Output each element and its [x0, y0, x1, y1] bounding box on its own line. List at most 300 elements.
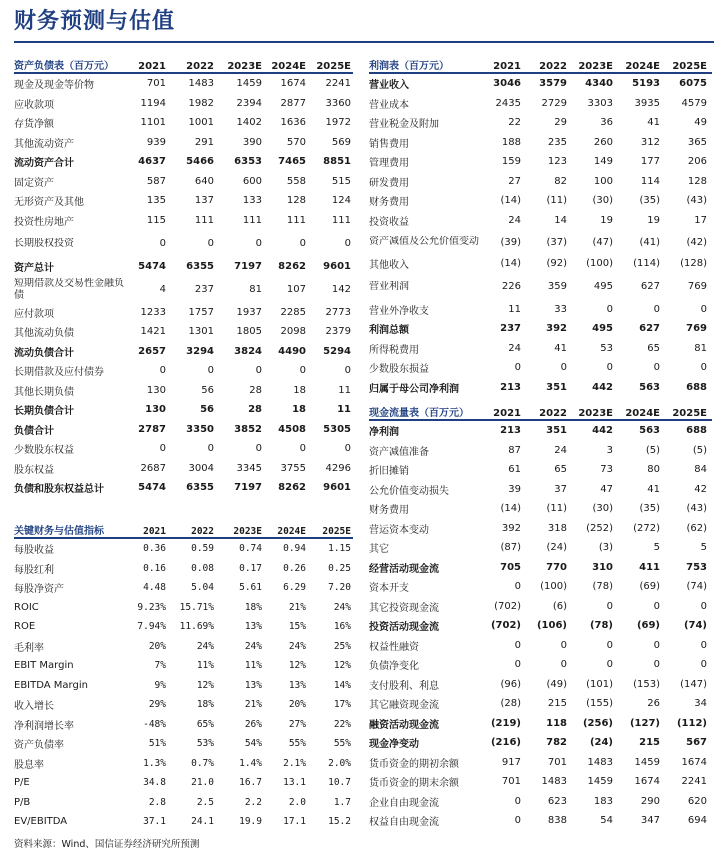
- cell-value: 0: [255, 443, 262, 455]
- table-row: [14, 94, 353, 114]
- cell-value: (101): [586, 678, 613, 690]
- cell-value: 54: [600, 815, 613, 827]
- table-row: [14, 230, 353, 257]
- cell-value: 2773: [325, 306, 351, 318]
- table-row: [369, 460, 712, 480]
- table-row: [14, 381, 353, 401]
- table-row: [369, 733, 712, 753]
- cell-value: 0: [299, 238, 306, 249]
- table-row: [14, 715, 353, 735]
- year-header: 2023E: [578, 408, 613, 419]
- year-header: 2022: [539, 408, 567, 419]
- row-label: 股东权益: [14, 464, 54, 476]
- cell-value: 10.7: [328, 777, 351, 789]
- cell-value: 1233: [140, 306, 166, 318]
- row-label: 资产负债率: [14, 740, 64, 752]
- cell-value: 24: [554, 444, 567, 456]
- cell-value: 0: [207, 238, 214, 249]
- cell-value: 14: [554, 214, 567, 226]
- cell-value: 563: [639, 425, 660, 437]
- cell-value: 312: [640, 136, 660, 148]
- cell-value: 206: [687, 156, 707, 168]
- cell-value: 5474: [138, 482, 166, 494]
- cell-value: 390: [242, 136, 262, 148]
- cell-value: 3294: [186, 345, 214, 357]
- table-row: [369, 519, 712, 539]
- cell-value: 0: [514, 815, 521, 827]
- cell-value: 563: [639, 381, 660, 393]
- cell-value: 0: [606, 600, 613, 612]
- cell-value: 1982: [188, 97, 214, 109]
- cell-value: (100): [540, 581, 567, 593]
- cell-value: 3852: [234, 423, 262, 435]
- cell-value: 111: [242, 214, 262, 226]
- cell-value: (252): [586, 522, 613, 534]
- row-label: 长期股权投资: [14, 237, 74, 249]
- row-label: 应付款项: [14, 308, 54, 320]
- cell-value: (43): [686, 503, 707, 515]
- cell-value: 7465: [278, 156, 306, 168]
- cell-value: 627: [640, 281, 660, 292]
- cell-value: 5294: [323, 345, 351, 357]
- row-label: 毛利率: [14, 642, 44, 654]
- cell-value: 3046: [493, 78, 521, 90]
- table-title: 资产负债表（百万元）: [14, 61, 114, 72]
- cell-value: 19.9: [239, 816, 262, 828]
- year-header: 2025E: [672, 408, 707, 419]
- table-title: 关键财务与估值指标: [14, 526, 104, 537]
- cell-value: 392: [546, 323, 567, 335]
- cell-value: (35): [639, 195, 660, 207]
- cell-value: 24.1: [191, 816, 214, 828]
- cell-value: 0.25: [328, 562, 351, 574]
- year-header: 2021: [493, 61, 521, 72]
- cell-value: 0: [606, 659, 613, 671]
- cell-value: 82: [554, 175, 567, 187]
- cell-value: 0: [207, 365, 214, 377]
- cell-value: 37.1: [143, 816, 166, 828]
- table-row: [369, 230, 712, 254]
- cell-value: 5305: [323, 423, 351, 435]
- cell-value: 51%: [148, 738, 166, 750]
- table-row: [369, 577, 712, 597]
- cell-value: 20%: [148, 640, 166, 652]
- cell-value: 570: [286, 136, 306, 148]
- cell-value: 128: [687, 175, 707, 187]
- cell-value: 0.36: [143, 543, 166, 555]
- cell-value: 16.7: [239, 777, 262, 789]
- table-row: [369, 358, 712, 378]
- cell-value: 0.74: [239, 543, 262, 555]
- cell-value: 6355: [186, 482, 214, 494]
- cell-value: 1.4%: [239, 757, 262, 769]
- cell-value: 42: [694, 483, 707, 495]
- cell-value: (96): [500, 678, 521, 690]
- cell-value: 21.0: [191, 777, 214, 789]
- row-label: 股息率: [14, 759, 44, 771]
- table-row: [14, 420, 353, 440]
- cell-value: 28: [249, 384, 262, 396]
- cell-value: 124: [331, 195, 351, 207]
- cell-value: (153): [633, 678, 660, 690]
- table-row: [369, 694, 712, 714]
- table-row: [14, 211, 353, 231]
- cell-value: 1.7: [333, 796, 351, 808]
- cell-value: (41): [639, 236, 660, 248]
- cell-value: 235: [547, 136, 567, 148]
- row-label: EV/EBITDA: [14, 816, 68, 828]
- cell-value: 0.08: [191, 562, 214, 574]
- cell-value: 24%: [244, 640, 262, 652]
- cell-value: 215: [639, 737, 660, 749]
- cell-value: 0: [344, 365, 351, 377]
- table-row: [369, 655, 712, 675]
- cell-value: 114: [640, 175, 660, 187]
- cell-value: 11.69%: [179, 621, 214, 633]
- table-row: [369, 300, 712, 320]
- row-label: 其它: [369, 544, 389, 556]
- year-header: 2021: [138, 61, 166, 72]
- cell-value: 4490: [278, 345, 306, 357]
- cell-value: 558: [286, 175, 306, 187]
- row-label: ROIC: [14, 601, 39, 613]
- cell-value: 0: [700, 600, 707, 612]
- cell-value: 705: [500, 561, 521, 573]
- cell-value: 4.48: [143, 582, 166, 594]
- row-label: 应收款项: [14, 99, 54, 111]
- source-note: 资料来源：Wind、国信证券经济研究所预测: [14, 839, 200, 850]
- table-header: [14, 522, 353, 539]
- cell-value: (106): [536, 620, 567, 632]
- income-statement-table: [369, 57, 712, 397]
- cell-value: 1001: [188, 117, 214, 129]
- cell-value: 111: [331, 214, 351, 226]
- cell-value: 351: [546, 425, 567, 437]
- cell-value: 2.1%: [283, 757, 306, 769]
- cell-value: 18%: [196, 699, 214, 711]
- cell-value: 0: [700, 362, 707, 374]
- cell-value: 6.29: [283, 582, 306, 594]
- cell-value: 26: [647, 698, 660, 710]
- cell-value: 8262: [278, 261, 306, 273]
- cell-value: 0: [653, 659, 660, 671]
- cell-value: 0.16: [143, 562, 166, 574]
- cell-value: 47: [600, 483, 613, 495]
- cell-value: (62): [686, 522, 707, 534]
- cell-value: 351: [546, 381, 567, 393]
- cell-value: 81: [249, 284, 262, 295]
- table-row: [14, 539, 353, 559]
- cell-value: 627: [639, 323, 660, 335]
- cell-value: 318: [547, 522, 567, 534]
- cell-value: 0: [255, 238, 262, 249]
- cell-value: 701: [547, 756, 567, 768]
- cell-value: 183: [593, 795, 613, 807]
- cell-value: 73: [600, 464, 613, 476]
- table-row: [14, 439, 353, 459]
- cell-value: 17%: [333, 699, 351, 711]
- row-label: 营业外净收支: [369, 305, 429, 317]
- cell-value: 215: [547, 698, 567, 710]
- cell-value: 1.15: [328, 543, 351, 555]
- cell-value: (11): [546, 503, 567, 515]
- row-label: 销售费用: [369, 138, 409, 150]
- table-row: [369, 811, 712, 831]
- cell-value: 84: [694, 464, 707, 476]
- cell-value: (87): [500, 542, 521, 554]
- table-row: [369, 211, 712, 231]
- cell-value: 7197: [234, 261, 262, 273]
- table-row: [14, 578, 353, 598]
- row-label: 净利润: [369, 427, 399, 439]
- table-row: [369, 538, 712, 558]
- cell-value: 11%: [244, 660, 262, 672]
- cell-value: 18: [293, 384, 306, 396]
- cell-value: 5193: [632, 78, 660, 90]
- year-header: 2025E: [322, 526, 351, 537]
- cell-value: 567: [686, 737, 707, 749]
- year-header: 2023E: [233, 526, 262, 537]
- cell-value: 49: [694, 117, 707, 129]
- cell-value: 310: [592, 561, 613, 573]
- cell-value: (256): [582, 717, 613, 729]
- cell-value: 65: [554, 464, 567, 476]
- cell-value: (69): [636, 620, 660, 632]
- cell-value: 4: [159, 284, 166, 295]
- row-label: 支付股利、利息: [369, 680, 439, 692]
- year-header: 2023E: [578, 61, 613, 72]
- cell-value: 24: [508, 214, 521, 226]
- cell-value: 515: [331, 175, 351, 187]
- cell-value: 11: [338, 384, 351, 396]
- cell-value: 24%: [288, 640, 306, 652]
- cell-value: 2379: [325, 326, 351, 338]
- row-label: 无形资产及其他: [14, 197, 84, 209]
- cell-value: 53%: [196, 738, 214, 750]
- cell-value: 392: [501, 522, 521, 534]
- cell-value: 13%: [288, 679, 306, 691]
- cell-value: 80: [647, 464, 660, 476]
- row-label: 公允价值变动损失: [369, 485, 449, 497]
- row-label: 少数股东权益: [14, 445, 74, 457]
- table-row: [369, 254, 712, 274]
- row-label: 营业成本: [369, 99, 409, 111]
- cell-value: 640: [194, 175, 214, 187]
- table-row: [14, 400, 353, 420]
- row-label: 长期借款及应付债券: [14, 367, 104, 379]
- table-header: [369, 57, 712, 74]
- cell-value: 13.1: [283, 777, 306, 789]
- row-label: 营业收入: [369, 80, 409, 92]
- cell-value: 411: [639, 561, 660, 573]
- cell-value: 0: [159, 443, 166, 455]
- cell-value: 55%: [288, 738, 306, 750]
- cell-value: 260: [593, 136, 613, 148]
- cell-value: 495: [592, 323, 613, 335]
- cell-value: 6353: [234, 156, 262, 168]
- cell-value: 20%: [288, 699, 306, 711]
- cell-value: 3350: [186, 423, 214, 435]
- year-header: 2021: [493, 408, 521, 419]
- cell-value: 0: [606, 362, 613, 374]
- year-header: 2025E: [316, 61, 351, 72]
- table-row: [14, 676, 353, 696]
- cell-value: (14): [500, 258, 521, 270]
- cell-value: 22%: [333, 718, 351, 730]
- cell-value: 237: [194, 284, 214, 295]
- cell-value: 11%: [196, 660, 214, 672]
- cell-value: 0: [299, 365, 306, 377]
- cell-value: 2.2: [244, 796, 262, 808]
- table-row: [14, 133, 353, 153]
- cell-value: 1674: [634, 776, 660, 788]
- cell-value: (219): [490, 717, 521, 729]
- table-row: [14, 773, 353, 793]
- cell-value: (216): [490, 737, 521, 749]
- cell-value: 0: [514, 581, 521, 593]
- row-label: 管理费用: [369, 158, 409, 170]
- cell-value: 61: [508, 464, 521, 476]
- cell-value: 142: [331, 284, 351, 295]
- cell-value: 0.94: [283, 543, 306, 555]
- cell-value: 149: [593, 156, 613, 168]
- cell-value: 0: [560, 362, 567, 374]
- cell-value: 29: [554, 117, 567, 129]
- page-title: 财务预测与估值: [14, 9, 176, 34]
- table-row: [369, 616, 712, 636]
- cell-value: 9.23%: [137, 601, 166, 613]
- cell-value: 4579: [681, 97, 707, 109]
- cell-value: 81: [694, 342, 707, 354]
- cell-value: 347: [640, 815, 660, 827]
- cell-value: (6): [552, 600, 567, 612]
- row-label: 长期负债合计: [14, 406, 74, 418]
- cell-value: 0: [560, 659, 567, 671]
- cell-value: (114): [633, 258, 660, 270]
- row-label: ROE: [14, 621, 36, 633]
- cell-value: 133: [242, 195, 262, 207]
- cell-value: (5): [645, 444, 660, 456]
- cell-value: 2729: [541, 97, 567, 109]
- cell-value: 1937: [236, 306, 262, 318]
- row-label: 现金及现金等价物: [14, 80, 94, 92]
- year-header: 2021: [143, 526, 166, 537]
- cell-value: 41: [647, 483, 660, 495]
- cell-value: 123: [547, 156, 567, 168]
- cell-value: (24): [589, 737, 613, 749]
- row-label: 资产总计: [14, 263, 54, 275]
- cell-value: 24%: [196, 640, 214, 652]
- cell-value: 365: [687, 136, 707, 148]
- table-row: [369, 421, 712, 441]
- cell-value: 226: [501, 281, 521, 292]
- cell-value: 7%: [154, 660, 166, 672]
- cell-value: 1459: [587, 776, 613, 788]
- cell-value: 17.1: [283, 816, 306, 828]
- cell-value: 3360: [325, 97, 351, 109]
- table-row: [369, 714, 712, 734]
- cell-value: 0: [207, 443, 214, 455]
- cell-value: 0: [700, 659, 707, 671]
- cell-value: 7.94%: [137, 621, 166, 633]
- row-label: 归属于母公司净利润: [369, 383, 459, 395]
- cell-value: 0.7%: [191, 757, 214, 769]
- row-label: 研发费用: [369, 177, 409, 189]
- cell-value: (74): [686, 581, 707, 593]
- cell-value: 0: [514, 362, 521, 374]
- table-row: [369, 172, 712, 192]
- cell-value: 2.0%: [328, 757, 351, 769]
- cell-value: 1757: [188, 306, 214, 318]
- cell-value: (30): [592, 503, 613, 515]
- row-label: 其他长期负债: [14, 386, 74, 398]
- cell-value: 128: [286, 195, 306, 207]
- cell-value: 0: [700, 303, 707, 315]
- cell-value: 4340: [585, 78, 613, 90]
- cell-value: (100): [586, 258, 613, 270]
- cell-value: 13%: [244, 621, 262, 633]
- cell-value: (272): [633, 522, 660, 534]
- cell-value: -48%: [143, 718, 166, 730]
- cell-value: 3: [606, 444, 613, 456]
- cell-value: 5: [700, 542, 707, 554]
- table-row: [369, 792, 712, 812]
- cell-value: 1483: [587, 756, 613, 768]
- row-label: 货币资金的期末余额: [369, 778, 459, 790]
- table-row: [14, 478, 353, 498]
- cell-value: 28: [248, 404, 262, 416]
- cell-value: 2.8: [148, 796, 166, 808]
- row-label: 投资活动现金流: [369, 622, 439, 634]
- row-label: 财务费用: [369, 505, 409, 517]
- cell-value: 1194: [140, 97, 166, 109]
- cell-value: 18: [292, 404, 306, 416]
- cell-value: 5466: [186, 156, 214, 168]
- row-label: 经营活动现金流: [369, 563, 439, 575]
- cell-value: 8851: [323, 156, 351, 168]
- key-indicators-table: [14, 522, 353, 832]
- cell-value: 770: [546, 561, 567, 573]
- cell-value: 34.8: [143, 777, 166, 789]
- table-row: [14, 152, 353, 172]
- cell-value: 769: [686, 323, 707, 335]
- cash-flow-table: [369, 404, 712, 831]
- table-row: [369, 133, 712, 153]
- cell-value: 26%: [244, 718, 262, 730]
- table-row: [369, 113, 712, 133]
- cell-value: 442: [592, 381, 613, 393]
- table-row: [14, 74, 353, 94]
- table-row: [369, 94, 712, 114]
- cell-value: 1421: [140, 326, 166, 338]
- cell-value: 2435: [495, 97, 521, 109]
- cell-value: 24%: [333, 601, 351, 613]
- cell-value: 0: [344, 443, 351, 455]
- cell-value: 27%: [288, 718, 306, 730]
- cell-value: 359: [547, 281, 567, 292]
- cell-value: 18%: [244, 601, 262, 613]
- cell-value: (155): [586, 698, 613, 710]
- cell-value: 1301: [188, 326, 214, 338]
- table-row: [369, 675, 712, 695]
- cell-value: 0: [653, 639, 660, 651]
- cell-value: 100: [593, 175, 613, 187]
- cell-value: 2285: [280, 306, 306, 318]
- cell-value: 701: [501, 776, 521, 788]
- row-label: 资产减值及公允价值变动: [369, 236, 479, 247]
- table-row: [369, 339, 712, 359]
- table-row: [14, 559, 353, 579]
